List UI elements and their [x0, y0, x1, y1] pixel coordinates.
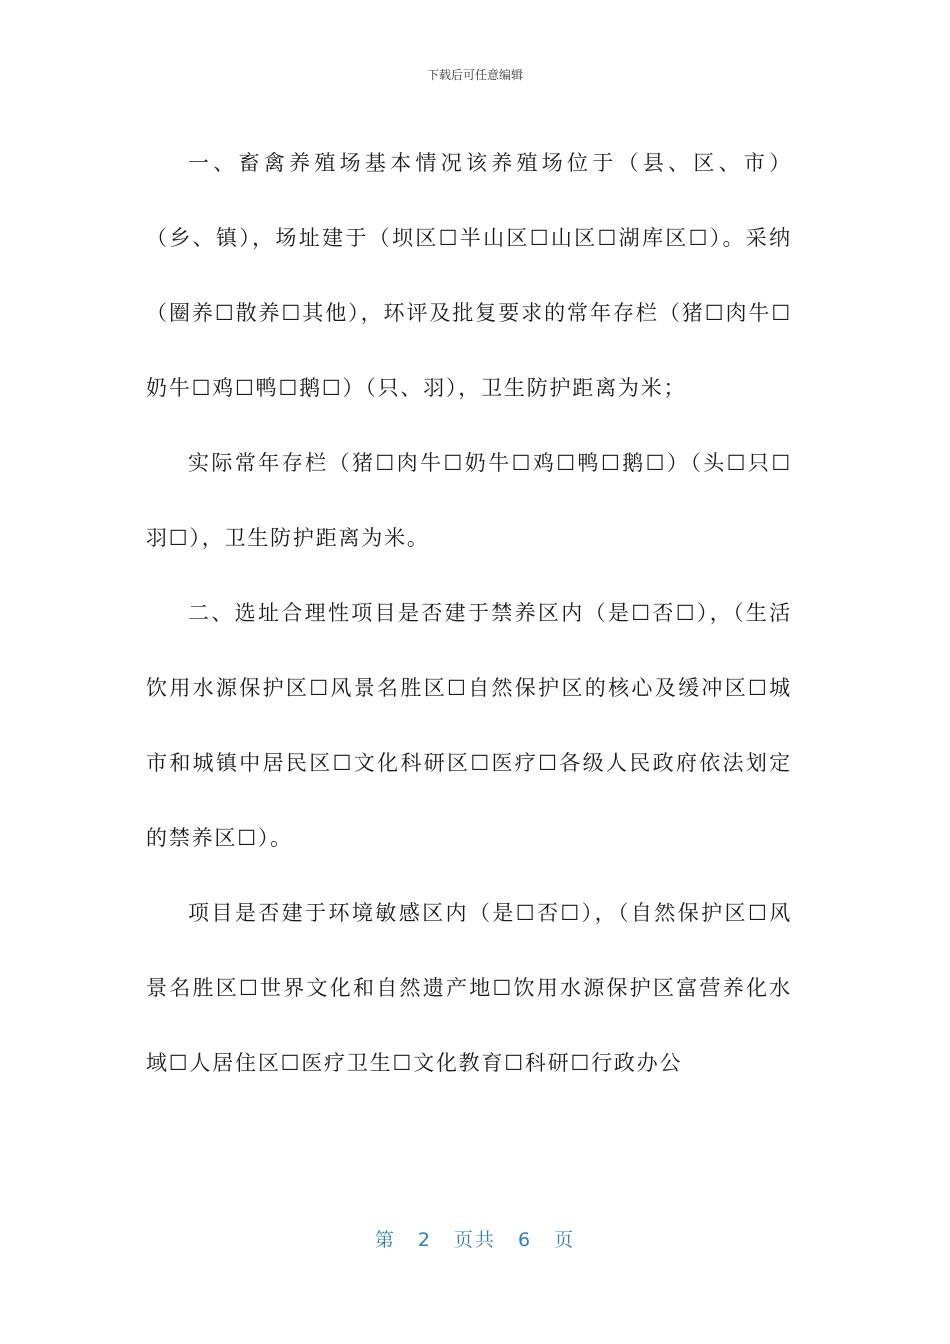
paragraph-site-rationality: 二、选址合理性项目是否建于禁养区内（是☐否☐），（生活饮用水源保护区☐风景名胜区☐自然保护区的核心及缓冲区☐城市和城镇中居民区☐文化科研区☐医疗☐各级人民政府依法划定的禁养区☐）。 [146, 601, 792, 850]
paragraph-basic-info: 一、畜禽养殖场基本情况该养殖场位于（县、区、市）（乡、镇），场址建于（坝区☐半山区☐山区☐湖库区☐）。采纳（圈养☐散养☐其他），环评及批复要求的常年存栏（猪☐肉牛☐奶牛☐鸡☐鸭☐鹅☐）（只、羽），卫生防护距离为米； [146, 151, 792, 400]
document-body [146, 126, 792, 1101]
paragraph-actual-stock: 实际常年存栏（猪☐肉牛☐奶牛☐鸡☐鸭☐鹅☐）（头☐只☐羽☐），卫生防护距离为米。 [146, 451, 792, 550]
page-header-note: 下载后可任意编辑 [426, 68, 523, 82]
paragraph-sensitive-area: 项目是否建于环境敏感区内（是☐否☐），（自然保护区☐风景名胜区☐世界文化和自然遗产地☐饮用水源保护区富营养化水域☐人居住区☐医疗卫生☐文化教育☐科研☐行政办公 [146, 901, 792, 1075]
page-number: 第 2 页共 6 页 [374, 1229, 576, 1251]
